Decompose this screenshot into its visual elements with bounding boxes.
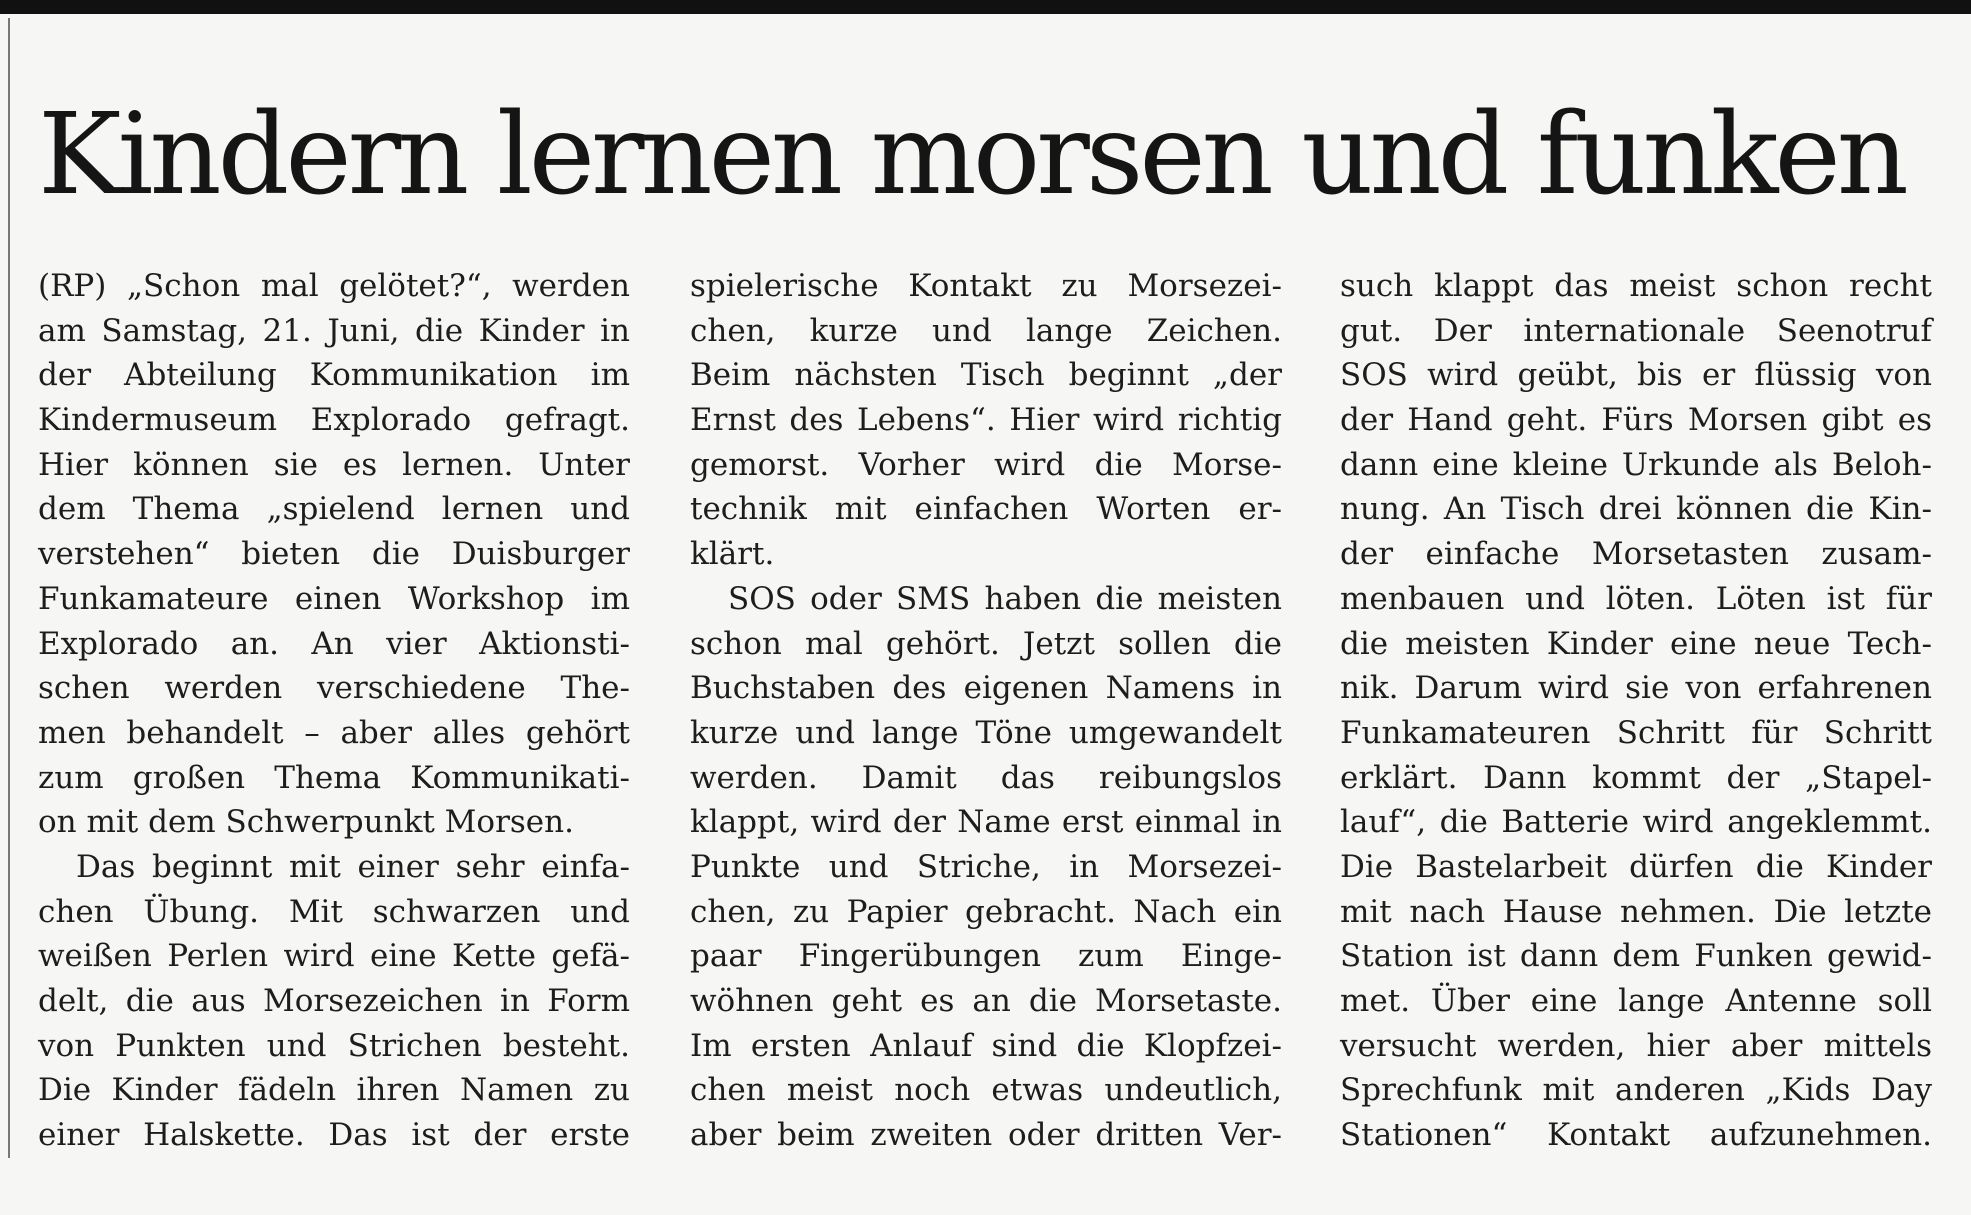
text-line: paar Fingerübungen zum Einge- xyxy=(690,938,1282,975)
text-line: werden. Damit das reibungslos xyxy=(690,759,1282,796)
text-line: men behandelt – aber alles gehört xyxy=(38,714,630,751)
text-line: klärt. xyxy=(690,536,775,573)
top-border-rule xyxy=(0,0,1971,14)
article-column-3 xyxy=(1340,264,1932,1158)
text-line: aber beim zweiten oder dritten Ver- xyxy=(690,1117,1282,1154)
text-line: dem Thema „spielend lernen und xyxy=(38,491,630,528)
text-line: such klappt das meist schon recht xyxy=(1340,268,1932,304)
text-line: chen meist noch etwas undeutlich, xyxy=(690,1072,1282,1109)
text-line: erklärt. Dann kommt der „Stapel- xyxy=(1340,759,1932,796)
text-line: kurze und lange Töne umgewandelt xyxy=(690,714,1282,751)
text-line: technik mit einfachen Worten er- xyxy=(690,491,1282,528)
text-line: am Samstag, 21. Juni, die Kinder in xyxy=(38,312,630,349)
text-line: Funkamateure einen Workshop im xyxy=(38,580,630,617)
text-line: SOS wird geübt, bis er flüssig von xyxy=(1340,357,1932,394)
text-line: schon mal gehört. Jetzt sollen die xyxy=(690,625,1282,662)
article-headline: Kindern lernen morsen und funken xyxy=(38,90,1905,220)
text-line: Hier können sie es lernen. Unter xyxy=(38,446,630,483)
text-line: Buchstaben des eigenen Namens in xyxy=(690,670,1282,707)
text-line: Punkte und Striche, in Morsezei- xyxy=(690,848,1282,885)
text-line: von Punkten und Strichen besteht. xyxy=(38,1027,630,1064)
text-line: Die Bastelarbeit dürfen die Kinder xyxy=(1340,848,1932,885)
text-line: gut. Der internationale Seenotruf xyxy=(1340,312,1932,349)
text-line: Die Kinder fädeln ihren Namen zu xyxy=(38,1072,630,1109)
text-line: Funkamateuren Schritt für Schritt xyxy=(1340,714,1932,751)
text-line: Kindermuseum Explorado gefragt. xyxy=(38,402,630,439)
text-line: mit nach Hause nehmen. Die letzte xyxy=(1340,893,1932,930)
text-line: Sprechfunk mit anderen „Kids Day xyxy=(1340,1072,1932,1109)
text-line: der Abteilung Kommunikation im xyxy=(38,357,630,394)
text-line: chen, zu Papier gebracht. Nach ein xyxy=(690,893,1282,930)
text-line: klappt, wird der Name erst einmal in xyxy=(690,804,1282,841)
text-line: der Hand geht. Fürs Morsen gibt es xyxy=(1340,402,1932,439)
text-line: chen Übung. Mit schwarzen und xyxy=(38,893,630,930)
text-line: Station ist dann dem Funken gewid- xyxy=(1340,938,1932,975)
text-line: gemorst. Vorher wird die Morse- xyxy=(690,446,1282,483)
text-line: die meisten Kinder eine neue Tech- xyxy=(1340,625,1932,662)
text-line: delt, die aus Morsezeichen in Form xyxy=(38,983,630,1019)
text-line: schen werden verschiedene The- xyxy=(38,670,630,707)
text-line: lauf“, die Batterie wird angeklemmt. xyxy=(1340,804,1932,841)
text-line: einer Halskette. Das ist der erste xyxy=(38,1117,630,1154)
article-column-2 xyxy=(690,264,1282,1158)
text-line: zum großen Thema Kommunikati- xyxy=(38,759,630,796)
text-line: der einfache Morsetasten zusam- xyxy=(1340,536,1932,573)
text-line: versucht werden, hier aber mittels xyxy=(1340,1027,1932,1064)
text-line: Explorado an. An vier Aktionsti- xyxy=(38,625,630,662)
text-line: verstehen“ bieten die Duisburger xyxy=(38,536,630,573)
text-line: nik. Darum wird sie von erfahrenen xyxy=(1340,670,1932,707)
text-line: nung. An Tisch drei können die Kin- xyxy=(1340,491,1932,528)
text-line: Beim nächsten Tisch beginnt „der xyxy=(690,357,1282,394)
article-column-1 xyxy=(38,264,630,1158)
text-line: SOS oder SMS haben die meisten xyxy=(728,580,1282,617)
text-line: Stationen“ Kontakt aufzunehmen. xyxy=(1340,1117,1932,1154)
text-line: chen, kurze und lange Zeichen. xyxy=(690,312,1282,349)
text-line: on mit dem Schwerpunkt Morsen. xyxy=(38,804,574,841)
text-line: wöhnen geht es an die Morsetaste. xyxy=(690,983,1282,1019)
text-line: spielerische Kontakt zu Morsezei- xyxy=(690,268,1282,304)
text-line: weißen Perlen wird eine Kette gefä- xyxy=(38,938,630,975)
text-line: (RP) „Schon mal gelötet?“, werden xyxy=(38,268,630,304)
text-line: Im ersten Anlauf sind die Klopfzei- xyxy=(690,1027,1282,1064)
text-line: dann eine kleine Urkunde als Beloh- xyxy=(1340,446,1932,483)
text-line: met. Über eine lange Antenne soll xyxy=(1340,983,1932,1019)
text-line: Das beginnt mit einer sehr einfa- xyxy=(76,848,630,885)
left-clipping-edge xyxy=(8,18,10,1158)
text-line: Ernst des Lebens“. Hier wird richtig xyxy=(690,402,1282,439)
text-line: menbauen und löten. Löten ist für xyxy=(1340,580,1932,617)
